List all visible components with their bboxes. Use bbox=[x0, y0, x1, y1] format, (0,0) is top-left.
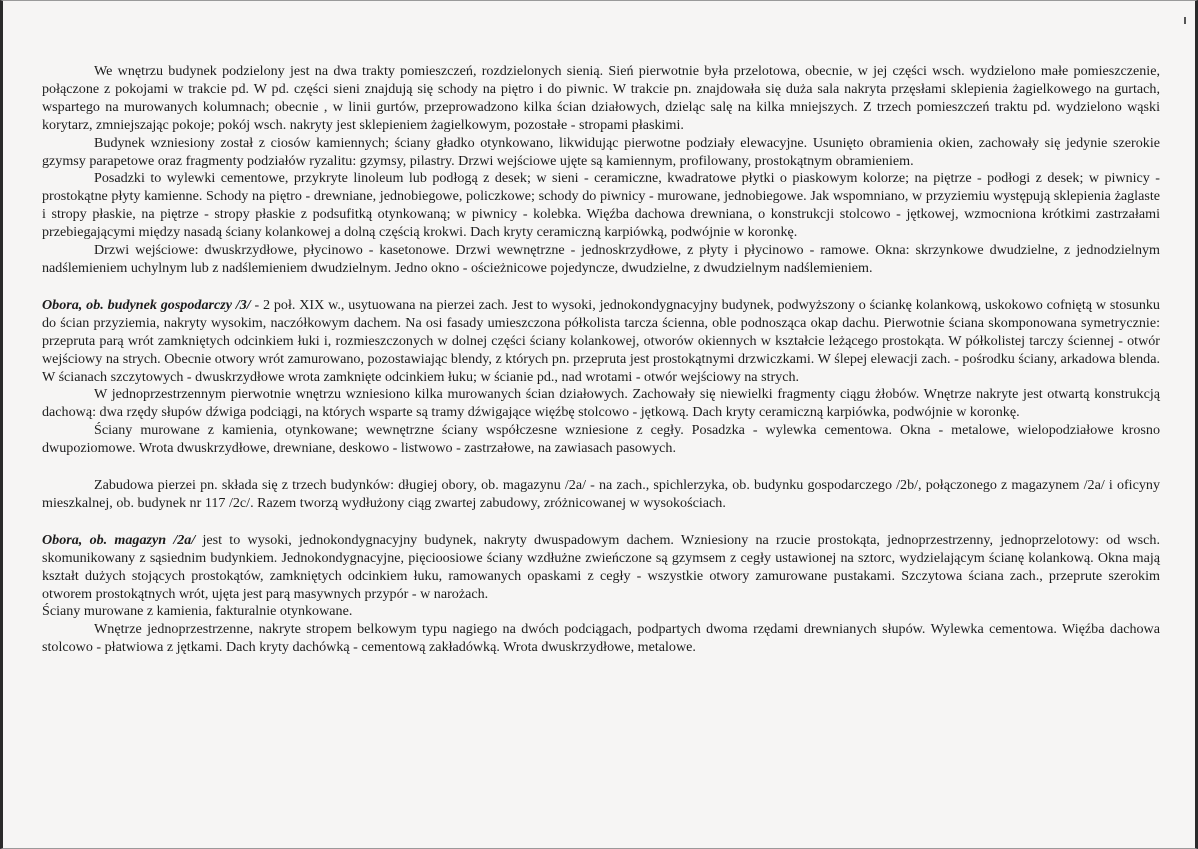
document-body bbox=[42, 63, 1160, 657]
paragraph-obora-interior: W jednoprzestrzennym pierwotnie wnętrzu wzniesiono kilka murowanych ścian działowych. Zachowały się niewielki fragmenty ciągu żłobów. Wnętrze nakryte jest otwartą konstrukcją dachową: dwa rzędy słupów dźwiga podciągi, na których wsparte są tramy dźwigające więźbę stolcowo - jętkową. Dach kryty ceramiczną karpiówka, podwójnie w koronkę. bbox=[42, 386, 1160, 421]
paragraph-north-frontage: Zabudowa pierzei pn. składa się z trzech budynków: długiej obory, ob. magazynu /2a/ - na zach., spichlerzyka, ob. budynku gospodarczego /2b/, połączonego z magazynem /2a/ i oficyny mieszkalnej, ob. budynek nr 117 /2c/. Razem tworzą wydłużony ciąg zwartej zabudowy, zróżnicowanej w wysokościach. bbox=[42, 477, 1160, 511]
spacer bbox=[42, 458, 1160, 477]
paragraph-walls: Budynek wzniesiony został z ciosów kamiennych; ściany gładko otynkowano, likwidując pierwotne podziały elewacyjne. Usunięto obramienia okien, zachowały się jedynie szerokie gzymsy parapetowe oraz fragmenty podziałów ryzalitu: gzymsy, pilastry. Drzwi wejściowe ujęte są kamiennym, profilowany, prostokątnym obramieniem. bbox=[42, 134, 1160, 169]
section-lead-text: - 2 poł. XIX w., usytuowana na pierzei zach. Jest to wysoki, jednokondygnacyjny budynek, podwyższony o ściankę kolankową, uskokowo cofniętą w stosunku do ścian przyziemia, nakryty wysokim, naczółkowym dachem. Na osi fasady umieszczona półkolista tarcza ścienna, oble podnosząca okap dachu. Pierwotnie ściana skomponowana symetrycznie: przepruta parą wrót zamkniętych odcinkiem łuki i, rozmieszczonych w dolnej części ściany kolankowej, otworów okiennych w kształcie leżącego prostokąta. W półkolistej tarczy ściennej - otwór wejściowy na strych. Obecnie otwory wrót zamurowano, pozostawiając blendy, z których pn. przepruta jest prostokątnymi drzwiczkami. W ślepej elewacji zach. - pośrodku ściany, arkadowa blenda. W ścianach szczytowych - dwuskrzydłowe wrota zamknięte odcinkiem łuku; w ścianie pd., nad wrotami - otwór wejściowy na strych. bbox=[42, 296, 1160, 385]
scan-edge-mark bbox=[1184, 17, 1186, 24]
section-heading-obora-3: Obora, ob. budynek gospodarczy /3/ bbox=[42, 296, 251, 313]
section-obora-intro bbox=[42, 297, 1160, 387]
paragraph-magazyn-walls: Ściany murowane z kamienia, fakturalnie otynkowane. bbox=[42, 603, 353, 620]
section-lead-text: jest to wysoki, jednokondygnacyjny budynek, nakryty dwuspadowym dachem. Wzniesiony na rzucie prostokąta, jednoprzestrzenny, jednoprzelotowy: od wsch. skomunikowany z sąsiednim budynkiem. Jednokondygnacyjne, pięcioosiowe ściany wzdłużne zwieńczone są gzymsem z cegły ustawionej na sztorc, wydzielającym ścianę kolankową. Okna mają kształt dużych stojących prostokątów, zamkniętych odcinkiem łuku, ramowanych opaskami z cegły - wszystkie otwory zamurowane pustakami. Szczytowa ściana zach., przeprute szerokim otworem prostokątnych wrót, ujęta jest parą masywnych przypór - w narożach. bbox=[42, 531, 1160, 602]
paragraph-floors: Posadzki to wylewki cementowe, przykryte linoleum lub podłogą z desek; w sieni - ceramiczne, kwadratowe płytki o piaskowym kolorze; na piętrze - podłogi z desek; w piwnicy - prostokątne płyty kamienne. Schody na piętro - drewniane, jednobiegowe, policzkowe; schody do piwnicy - murowane, jednobiegowe. Jak wspomniano, w przyziemiu występują sklepienia żaglaste i stropy płaskie, na piętrze - stropy płaskie z podsufitką otynkowaną; w piwnicy - kolebka. Więźba dachowa drewniana, o konstrukcji stolcowo - jętkowej, wzmocniona krótkimi zastrzałami przebiegającymi między nasadą ściany kolankowej a dolną częścią krokwi. Dach kryty ceramiczną karpiówką, podwójnie w koronkę. bbox=[42, 170, 1160, 241]
paragraph-magazyn-interior: Wnętrze jednoprzestrzenne, nakryte stropem belkowym typu nagiego na dwóch podciągach, podpartych dwoma rzędami drewnianych słupów. Wylewka cementowa. Więźba dachowa stolcowo - płatwiowa z jętkami. Dach kryty dachówką - cementową zakładówką. Wrota dwuskrzydłowe, metalowe. bbox=[42, 621, 1160, 656]
paragraph-doors-windows: Drzwi wejściowe: dwuskrzydłowe, płycinowo - kasetonowe. Drzwi wewnętrzne - jednoskrzydłowe, z płyty i płycinowo - ramowe. Okna: skrzynkowe dwudzielne, z jednodzielnym nadślemieniem uchylnym lub z nadślemieniem dwudzielnym. Jedno okno - ościeżnicowe pojedyncze, dwudzielne, z dwudzielnym nadślemieniem. bbox=[42, 242, 1160, 276]
section-magazyn-intro bbox=[42, 532, 1160, 604]
section-heading-magazyn-2a: Obora, ob. magazyn /2a/ bbox=[42, 531, 196, 548]
paragraph-interior-layout: We wnętrzu budynek podzielony jest na dwa trakty pomieszczeń, rozdzielonych sienią. Sień pierwotnie była przelotowa, obecnie, w jej części wsch. wydzielono małe pomieszczenie, połączone z pokojami w trakcie pd. W pd. części sieni znajdują się schody na piętro i do piwnic. W trakcie pn. znajdowała się duża sala nakryta przęsłami sklepienia żagielkowego na gurtach, wspartego na murowanych kolumnach; obecnie , w linii gurtów, przeprowadzono kilka ścian działowych, dzieląc salę na kilka mniejszych. Z trzech pomieszczeń traktu pd. wydzielono wąski korytarz, zmniejszając pokoje; pokój wsch. nakryty jest sklepieniem żagielkowym, pozostałe - stropami płaskimi. bbox=[42, 63, 1160, 133]
paragraph-obora-materials: Ściany murowane z kamienia, otynkowane; wewnętrzne ściany współczesne wzniesione z cegły. Posadzka - wylewka cementowa. Okna - metalowe, wielopodziałowe krosno dwupoziomowe. Wrota dwuskrzydłowe, drewniane, deskowo - listwowo - zastrzałowe, na zawiasach pasowych. bbox=[42, 422, 1160, 457]
spacer bbox=[42, 278, 1160, 297]
spacer bbox=[42, 513, 1160, 532]
